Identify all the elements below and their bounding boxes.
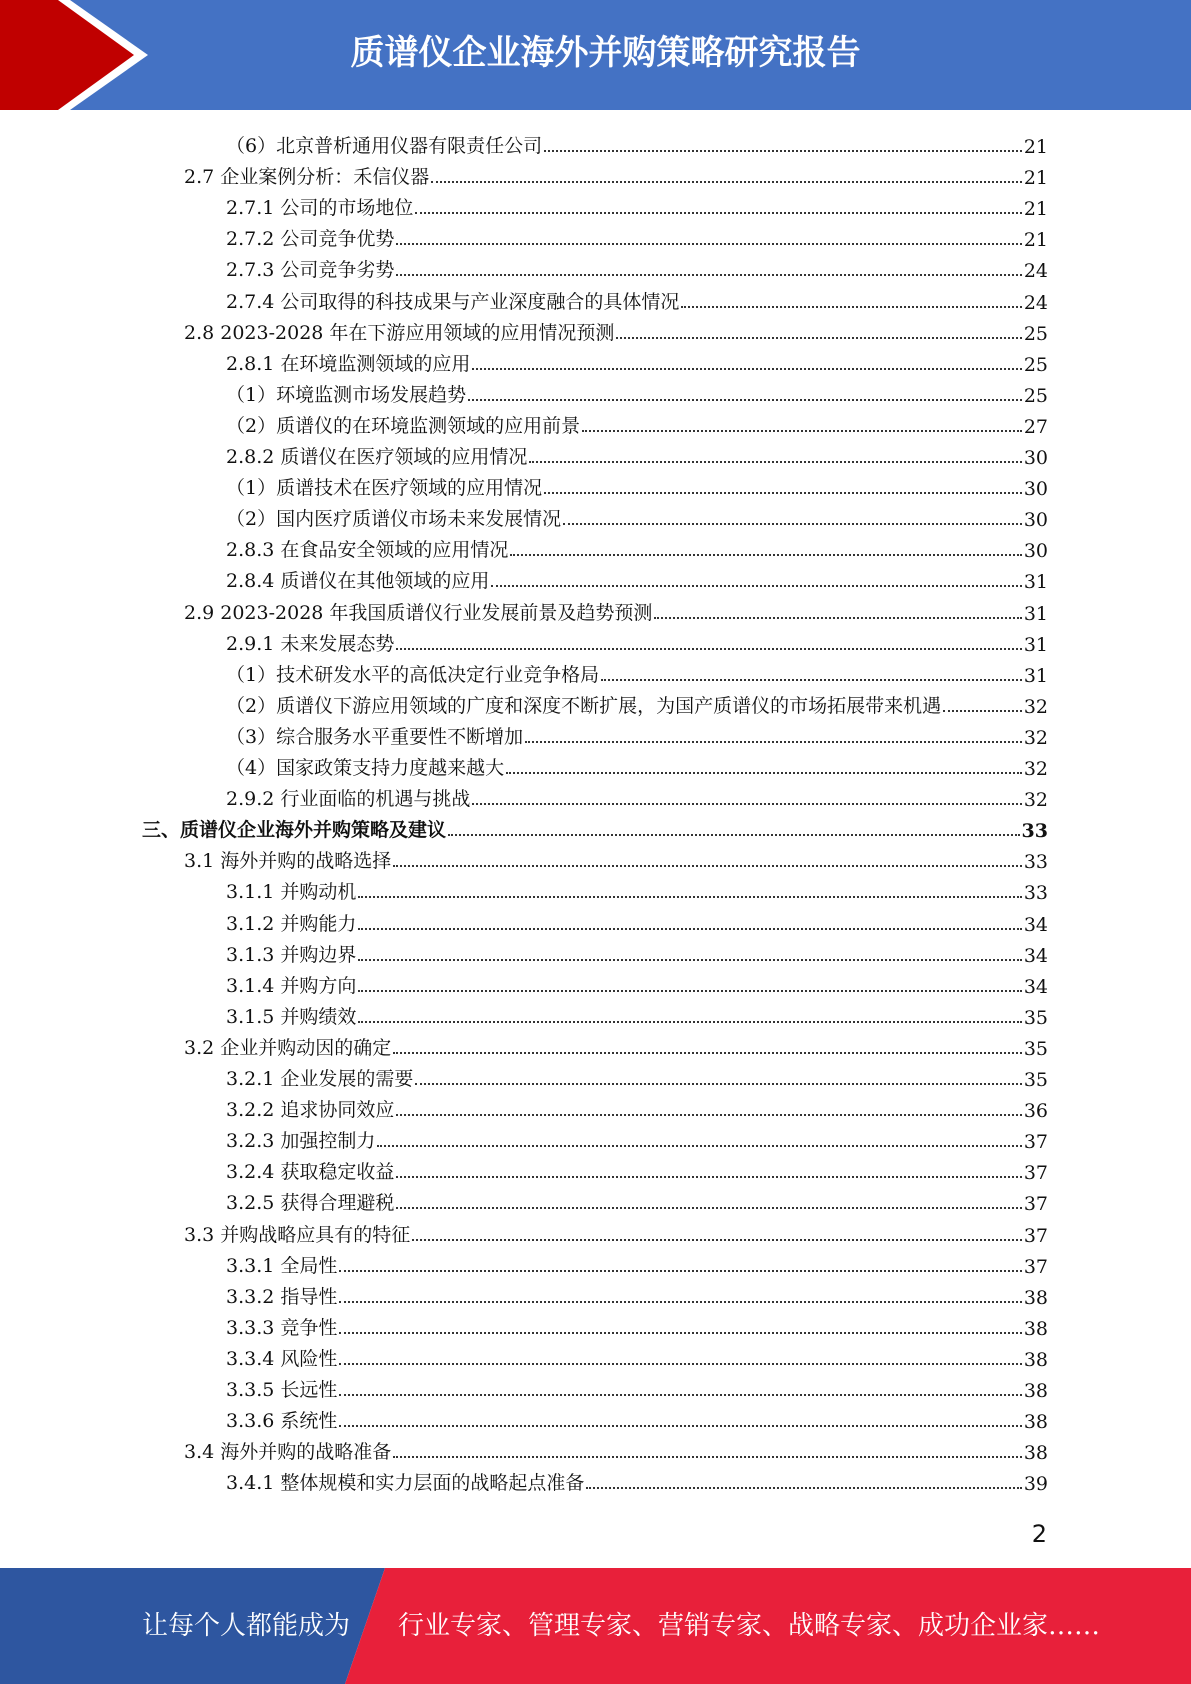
toc-entry-title: 3.1.1 并购动机 [226, 881, 357, 904]
toc-entry[interactable] [226, 1060, 1048, 1091]
toc-entry-page: 33 [1023, 851, 1048, 874]
toc-entry-page: 25 [1023, 353, 1048, 376]
toc-entry[interactable] [184, 1216, 1048, 1247]
toc-entry[interactable] [226, 780, 1048, 811]
toc-dot-leader [358, 958, 1021, 961]
toc-dot-leader [358, 895, 1021, 898]
toc-entry-page: 31 [1023, 571, 1048, 594]
toc-dot-leader [339, 1393, 1021, 1396]
toc-entry-title: 3.2.2 追求协同效应 [226, 1099, 395, 1122]
toc-entry-page: 21 [1023, 167, 1048, 190]
toc-entry-page: 30 [1023, 478, 1048, 501]
toc-entry-page: 35 [1023, 1037, 1048, 1060]
toc-entry-title: 2.7.1 公司的市场地位 [226, 197, 414, 220]
toc-entry-title: 3.1.2 并购能力 [226, 912, 357, 935]
toc-entry[interactable] [226, 1402, 1048, 1433]
toc-entry-title: 2.7 企业案例分析：禾信仪器 [184, 166, 430, 189]
toc-entry-page: 38 [1023, 1411, 1048, 1434]
toc-entry-page: 31 [1023, 602, 1048, 625]
toc-entry[interactable] [184, 1433, 1048, 1464]
toc-entry[interactable] [226, 967, 1048, 998]
toc-dot-leader [529, 460, 1021, 463]
toc-entry-title: （1）技术研发水平的高低决定行业竞争格局 [226, 663, 600, 686]
toc-dot-leader [563, 522, 1022, 525]
toc-entry[interactable] [226, 407, 1048, 438]
toc-entry-page: 31 [1023, 633, 1048, 656]
toc-entry-title: 3.2.1 企业发展的需要 [226, 1068, 414, 1090]
toc-dot-leader [358, 989, 1021, 992]
toc-entry[interactable] [226, 376, 1048, 407]
toc-entry[interactable] [226, 1371, 1048, 1402]
toc-entry-title: 3.4.1 整体规模和实力层面的战略起点准备 [226, 1472, 585, 1495]
toc-entry-title: （2）质谱仪的在环境监测领域的应用前景 [226, 414, 581, 437]
toc-entry-page: 38 [1023, 1380, 1048, 1402]
toc-entry-title: 2.9.1 未来发展态势 [226, 632, 395, 655]
toc-entry-title: 3.3.1 全局性 [226, 1254, 338, 1277]
toc-dot-leader [943, 709, 1022, 712]
toc-dot-leader [396, 647, 1021, 650]
toc-entry-page: 32 [1023, 695, 1048, 718]
toc-dot-leader [468, 398, 1022, 401]
toc-dot-leader [377, 1144, 1021, 1147]
toc-entry-page: 31 [1023, 664, 1048, 687]
toc-dot-leader [339, 1300, 1021, 1303]
page-header [0, 0, 1191, 110]
toc-entry-page: 32 [1023, 758, 1048, 780]
toc-entry-title: 3.2.3 加强控制力 [226, 1130, 376, 1153]
toc-dot-leader [393, 1455, 1022, 1458]
toc-entry-title: （6）北京普析通用仪器有限责任公司 [226, 135, 543, 157]
toc-entry-title: （1）环境监测市场发展趋势 [226, 383, 467, 406]
toc-entry-page: 30 [1023, 509, 1048, 532]
toc-entry-title: 2.8 2023-2028 年在下游应用领域的应用情况预测 [184, 321, 615, 344]
toc-entry[interactable] [226, 1247, 1048, 1278]
toc-entry[interactable] [226, 1340, 1048, 1371]
toc-dot-leader [654, 616, 1021, 619]
toc-entry[interactable] [226, 687, 1048, 718]
toc-entry[interactable] [226, 718, 1048, 749]
toc-entry-title: 3.2.4 获取稳定收益 [226, 1161, 395, 1184]
toc-entry-title: 3.2 企业并购动因的确定 [184, 1036, 392, 1059]
toc-dot-leader [681, 305, 1021, 308]
toc-entry-title: 2.8.3 在食品安全领域的应用情况 [226, 539, 509, 562]
toc-entry-page: 38 [1023, 1348, 1048, 1371]
toc-dot-leader [525, 740, 1022, 743]
toc-dot-leader [396, 1206, 1021, 1209]
toc-dot-leader [510, 553, 1021, 556]
toc-entry[interactable] [226, 251, 1048, 282]
toc-entry[interactable] [142, 811, 1048, 842]
toc-entry-page: 35 [1023, 1069, 1048, 1091]
toc-dot-leader [396, 273, 1021, 276]
toc-dot-leader [544, 149, 1022, 152]
toc-entry-page: 25 [1023, 322, 1048, 345]
toc-dot-leader [431, 180, 1022, 183]
toc-entry[interactable] [226, 500, 1048, 531]
toc-entry-title: 2.7.2 公司竞争优势 [226, 228, 395, 251]
toc-entry[interactable] [184, 314, 1048, 345]
toc-entry-page: 30 [1023, 447, 1048, 469]
toc-entry[interactable] [226, 1122, 1048, 1153]
toc-entry-page: 24 [1023, 291, 1048, 314]
toc-entry[interactable] [226, 936, 1048, 967]
toc-entry-page: 34 [1023, 975, 1048, 998]
toc-entry-page: 38 [1023, 1442, 1048, 1465]
toc-entry[interactable] [226, 1309, 1048, 1340]
toc-entry[interactable] [226, 220, 1048, 251]
toc-entry-title: 2.8.1 在环境监测领域的应用 [226, 352, 471, 375]
toc-entry-title: 3.1.3 并购边界 [226, 943, 357, 966]
toc-entry-title: 2.9 2023-2028 年我国质谱仪行业发展前景及趋势预测 [184, 601, 653, 624]
toc-entry-title: 3.3.5 长远性 [226, 1379, 338, 1401]
toc-entry-page: 37 [1023, 1193, 1048, 1216]
toc-entry-page: 37 [1023, 1162, 1048, 1185]
toc-entry-page: 37 [1023, 1131, 1048, 1154]
toc-entry[interactable] [226, 345, 1048, 376]
footer-slogan-right: 行业专家、管理专家、营销专家、战略专家、成功企业家…… [398, 1611, 1101, 1641]
toc-entry[interactable] [226, 625, 1048, 656]
toc-entry[interactable] [226, 562, 1048, 593]
toc-entry-page: 38 [1023, 1317, 1048, 1340]
toc-entry[interactable] [226, 1278, 1048, 1309]
toc-entry-title: （2）国内医疗质谱仪市场未来发展情况 [226, 508, 562, 531]
toc-dot-leader [586, 1486, 1021, 1489]
toc-entry-title: 3.3.2 指导性 [226, 1285, 338, 1308]
toc-entry-page: 32 [1023, 789, 1048, 812]
toc-entry-page: 24 [1023, 260, 1048, 283]
toc-entry[interactable] [226, 438, 1048, 469]
toc-dot-leader [358, 927, 1021, 930]
toc-entry-page: 33 [1021, 820, 1048, 843]
toc-dot-leader [472, 367, 1021, 370]
toc-dot-leader [396, 242, 1021, 245]
toc-entry[interactable] [226, 189, 1048, 220]
toc-entry[interactable] [226, 873, 1048, 904]
toc-entry[interactable] [226, 905, 1048, 936]
toc-entry-page: 38 [1023, 1286, 1048, 1309]
toc-entry-title: 2.7.4 公司取得的科技成果与产业深度融合的具体情况 [226, 290, 680, 313]
toc-dot-leader [396, 1113, 1021, 1116]
toc-entry-page: 37 [1023, 1255, 1048, 1278]
toc-entry-page: 35 [1023, 1006, 1048, 1029]
toc-entry-title: （4）国家政策支持力度越来越大 [226, 757, 505, 779]
toc-entry[interactable] [226, 469, 1048, 500]
toc-entry-title: 3.1.4 并购方向 [226, 974, 357, 997]
toc-entry-title: 3.4 海外并购的战略准备 [184, 1441, 392, 1464]
toc-dot-leader [491, 584, 1021, 587]
toc-entry-title: 2.8.4 质谱仪在其他领域的应用 [226, 570, 490, 593]
toc-entry-page: 21 [1023, 136, 1048, 158]
toc-entry[interactable] [184, 594, 1048, 625]
toc-entry-title: 2.7.3 公司竞争劣势 [226, 259, 395, 282]
toc-dot-leader [393, 1051, 1022, 1054]
toc-entry-title: （2）质谱仪下游应用领域的广度和深度不断扩展，为国产质谱仪的市场拓展带来机遇 [226, 694, 942, 717]
toc-dot-leader [339, 1424, 1021, 1427]
toc-entry[interactable] [226, 656, 1048, 687]
toc-entry[interactable] [184, 158, 1048, 189]
toc-entry-title: （3）综合服务水平重要性不断增加 [226, 725, 524, 748]
toc-entry-page: 37 [1023, 1224, 1048, 1247]
toc-entry[interactable] [184, 1029, 1048, 1060]
toc-entry[interactable] [226, 1091, 1048, 1122]
toc-dot-leader [544, 491, 1022, 494]
toc-entry-title: 3.3.4 风险性 [226, 1347, 338, 1370]
toc-entry-page: 25 [1023, 384, 1048, 407]
toc-dot-leader [339, 1331, 1021, 1334]
toc-entry-title: 2.9.2 行业面临的机遇与挑战 [226, 788, 471, 811]
toc-entry-title: 3.1 海外并购的战略选择 [184, 850, 392, 873]
toc-entry[interactable] [226, 531, 1048, 562]
toc-dot-leader [415, 211, 1021, 214]
toc-entry[interactable] [226, 1153, 1048, 1184]
toc-entry-page: 36 [1023, 1100, 1048, 1123]
toc-dot-leader [412, 1238, 1022, 1241]
toc-entry-page: 39 [1023, 1473, 1048, 1496]
toc-entry-title: 2.8.2 质谱仪在医疗领域的应用情况 [226, 446, 528, 468]
toc-entry-title: 3.1.5 并购绩效 [226, 1005, 357, 1028]
toc-dot-leader [339, 1269, 1021, 1272]
toc-entry[interactable] [226, 998, 1048, 1029]
toc-dot-leader [506, 771, 1022, 774]
toc-entry-page: 21 [1023, 229, 1048, 252]
toc-entry-page: 34 [1023, 944, 1048, 967]
toc-entry-title: （1）质谱技术在医疗领域的应用情况 [226, 477, 543, 500]
toc-dot-leader [393, 864, 1022, 867]
toc-dot-leader [472, 802, 1021, 805]
toc-dot-leader [358, 1020, 1021, 1023]
toc-entry-page: 32 [1023, 726, 1048, 749]
toc-dot-leader [339, 1362, 1021, 1365]
toc-entry[interactable] [226, 749, 1048, 780]
toc-entry-title: 3.2.5 获得合理避税 [226, 1192, 395, 1215]
page-title: 质谱仪企业海外并购策略研究报告 [350, 33, 861, 73]
toc-entry[interactable] [226, 127, 1048, 158]
page-number: 2 [1031, 1520, 1047, 1548]
toc-entry[interactable] [184, 842, 1048, 873]
toc-dot-leader [448, 833, 1020, 836]
toc-entry[interactable] [226, 1464, 1048, 1495]
toc-dot-leader [396, 1175, 1021, 1178]
toc-entry-title: 三、质谱仪企业海外并购策略及建议 [142, 819, 447, 842]
toc-dot-leader [582, 429, 1022, 432]
toc-entry[interactable] [226, 283, 1048, 314]
toc-entry-title: 3.3.6 系统性 [226, 1410, 338, 1433]
page-footer [0, 1568, 1191, 1684]
toc-entry[interactable] [226, 1184, 1048, 1215]
toc-dot-leader [415, 1082, 1021, 1085]
toc-entry-page: 27 [1023, 415, 1048, 438]
toc-entry-page: 30 [1023, 540, 1048, 563]
toc-entry-page: 34 [1023, 913, 1048, 936]
toc-dot-leader [601, 678, 1022, 681]
toc-dot-leader [616, 336, 1021, 339]
toc-entry-title: 3.3 并购战略应具有的特征 [184, 1223, 411, 1246]
footer-slogan-left: 让每个人都能成为 [142, 1611, 351, 1641]
toc-entry-page: 33 [1023, 882, 1048, 905]
toc-entry-page: 21 [1023, 198, 1048, 221]
toc-entry-title: 3.3.3 竞争性 [226, 1316, 338, 1339]
